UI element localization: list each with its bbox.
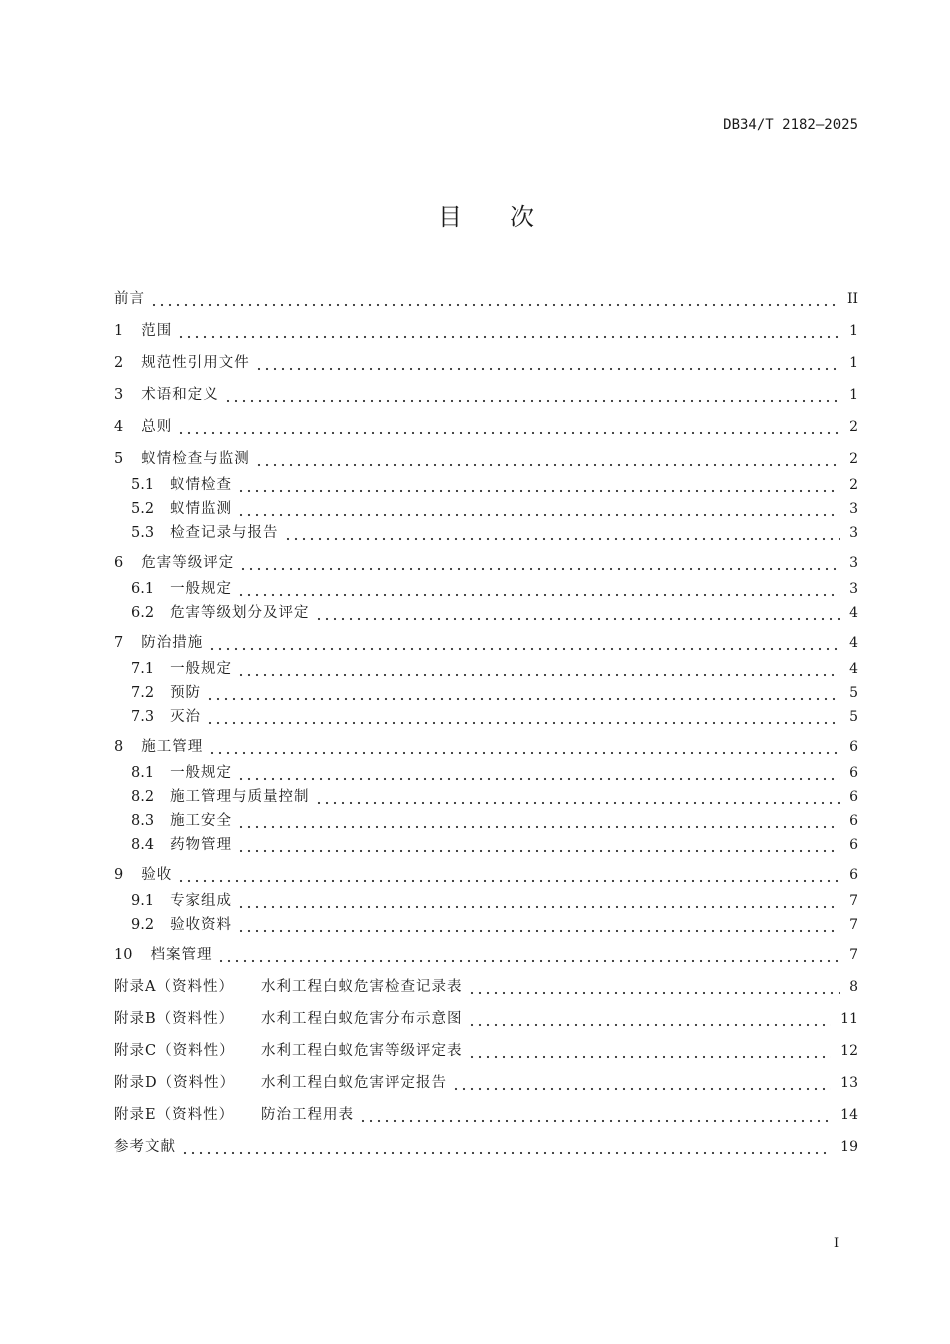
dot-leader — [237, 473, 840, 497]
toc-entry-number: 7.2 — [131, 685, 155, 701]
dot-leader — [237, 889, 840, 913]
toc-entry-number: 6.2 — [131, 605, 155, 621]
toc-entry-title: 水利工程白蚁危害评定报告 — [261, 1075, 447, 1091]
toc-entry-page: 1 — [849, 387, 858, 403]
toc-entry-page: 4 — [849, 605, 858, 621]
dot-leader — [237, 657, 840, 681]
dot-leader — [237, 761, 840, 785]
toc-entry-number: 8.3 — [131, 813, 155, 829]
toc-entry-number: 10 — [114, 947, 133, 963]
toc-entry-page: 2 — [849, 451, 858, 467]
toc-entry-title: 专家组成 — [170, 893, 233, 909]
toc-entry-title: 范围 — [141, 323, 173, 339]
toc-entry-number: 8.2 — [131, 789, 155, 805]
toc-entry-title: 一般规定 — [170, 581, 233, 597]
toc-entry-number: 9.1 — [131, 893, 155, 909]
toc-entry — [114, 545, 858, 577]
dot-leader — [468, 1039, 832, 1063]
toc-entry — [114, 345, 858, 377]
toc-entry-page: 11 — [840, 1011, 858, 1027]
toc-appendix-entry — [114, 1033, 858, 1065]
toc-entry-number: 3 — [114, 387, 124, 403]
dot-leader — [237, 577, 840, 601]
toc-entry-title: 验收 — [141, 867, 173, 883]
dot-leader — [206, 681, 840, 705]
toc-entry-title: 防治工程用表 — [261, 1107, 354, 1123]
dot-leader — [224, 383, 840, 407]
dot-leader — [237, 833, 840, 857]
toc-entry-page: 2 — [849, 477, 858, 493]
toc-entry-page: 6 — [849, 765, 858, 781]
toc-entry-title: 参考文献 — [114, 1139, 176, 1155]
toc-entry-number: 6 — [114, 555, 124, 571]
toc-entry-number: 7 — [114, 635, 124, 651]
toc-entry — [114, 1129, 858, 1161]
toc-entry — [114, 377, 858, 409]
toc-entry-title: 规范性引用文件 — [141, 355, 250, 371]
toc-entry — [114, 281, 858, 313]
toc-entry-page: 7 — [849, 947, 858, 963]
page-title: 目 次 — [438, 203, 534, 231]
toc-entry-number: 8 — [114, 739, 124, 755]
dot-leader — [284, 521, 841, 545]
toc-entry-number: 7.3 — [131, 709, 155, 725]
toc-entry-page: 13 — [840, 1075, 858, 1091]
dot-leader — [237, 913, 840, 937]
document-code: DB34/T 2182—2025 — [723, 117, 858, 133]
toc-subsection-entry — [114, 521, 858, 545]
toc-entry-number: 4 — [114, 419, 124, 435]
toc-entry — [114, 937, 858, 969]
toc-subsection-entry — [114, 761, 858, 785]
toc-subsection-entry — [114, 785, 858, 809]
dot-leader — [181, 1135, 831, 1159]
toc-entry-number: 附录B（资料性） — [114, 1011, 235, 1027]
dot-leader — [206, 705, 840, 729]
toc-subsection-entry — [114, 705, 858, 729]
dot-leader — [255, 351, 840, 375]
toc-subsection-entry — [114, 577, 858, 601]
toc-entry-title: 一般规定 — [170, 765, 233, 781]
dot-leader — [468, 1007, 832, 1031]
toc-entry-page: 3 — [849, 525, 858, 541]
toc-entry-title: 蚁情检查与监测 — [141, 451, 250, 467]
toc-subsection-entry — [114, 473, 858, 497]
toc-entry-title: 蚁情监测 — [170, 501, 233, 517]
toc-subsection-entry — [114, 657, 858, 681]
toc-entry-page: 14 — [840, 1107, 858, 1123]
toc-entry-title: 危害等级评定 — [141, 555, 235, 571]
toc-entry-number: 5.3 — [131, 525, 155, 541]
toc-entry-page: 6 — [849, 813, 858, 829]
toc-entry-title: 施工管理与质量控制 — [170, 789, 310, 805]
toc-entry-page: 3 — [849, 581, 858, 597]
toc-entry-title: 前言 — [114, 291, 145, 307]
toc-subsection-entry — [114, 681, 858, 705]
dot-leader — [315, 601, 841, 625]
toc-entry-page: 5 — [849, 709, 858, 725]
toc-entry-page: 6 — [849, 789, 858, 805]
dot-leader — [452, 1071, 831, 1095]
toc-entry-number: 8.4 — [131, 837, 155, 853]
toc-entry-title: 总则 — [141, 419, 173, 435]
toc-entry-number: 6.1 — [131, 581, 155, 597]
toc-entry-number: 5.2 — [131, 501, 155, 517]
toc-entry-title: 药物管理 — [170, 837, 233, 853]
toc-entry-number: 9 — [114, 867, 124, 883]
toc-entry-title: 术语和定义 — [141, 387, 219, 403]
dot-leader — [177, 319, 840, 343]
footer-page-number: I — [834, 1236, 840, 1251]
toc-entry-page: 2 — [849, 419, 858, 435]
toc-entry — [114, 729, 858, 761]
toc-entry-title: 蚁情检查 — [170, 477, 233, 493]
dot-leader — [208, 631, 840, 655]
toc-entry-number: 5 — [114, 451, 124, 467]
toc-entry-title: 水利工程白蚁危害分布示意图 — [261, 1011, 463, 1027]
toc-entry-page: II — [846, 291, 858, 307]
dot-leader — [315, 785, 841, 809]
toc-entry-page: 3 — [849, 555, 858, 571]
toc-entry-title: 防治措施 — [141, 635, 204, 651]
toc-entry-title: 水利工程白蚁危害检查记录表 — [261, 979, 463, 995]
toc-list — [114, 281, 858, 1161]
toc-entry-page: 1 — [849, 355, 858, 371]
dot-leader — [255, 447, 840, 471]
toc-entry-page: 3 — [849, 501, 858, 517]
dot-leader — [359, 1103, 831, 1127]
toc-subsection-entry — [114, 913, 858, 937]
dot-leader — [237, 497, 840, 521]
toc-entry — [114, 625, 858, 657]
toc-entry-number: 1 — [114, 323, 124, 339]
toc-entry-number: 7.1 — [131, 661, 155, 677]
toc-entry-number: 9.2 — [131, 917, 155, 933]
dot-leader — [237, 809, 840, 833]
toc-entry-page: 6 — [849, 837, 858, 853]
toc-appendix-entry — [114, 1065, 858, 1097]
toc-entry — [114, 441, 858, 473]
toc-entry-page: 7 — [849, 917, 858, 933]
toc-entry-page: 6 — [849, 867, 858, 883]
toc-entry-title: 检查记录与报告 — [170, 525, 279, 541]
toc-entry-number: 8.1 — [131, 765, 155, 781]
toc-entry-title: 预防 — [170, 685, 202, 701]
toc-appendix-entry — [114, 1001, 858, 1033]
toc-entry-page: 1 — [849, 323, 858, 339]
toc-entry-title: 施工管理 — [141, 739, 204, 755]
dot-leader — [177, 415, 840, 439]
toc-entry-title: 危害等级划分及评定 — [170, 605, 310, 621]
toc-entry-number: 2 — [114, 355, 124, 371]
toc-subsection-entry — [114, 497, 858, 521]
toc-entry — [114, 313, 858, 345]
toc-subsection-entry — [114, 833, 858, 857]
dot-leader — [208, 735, 840, 759]
toc-entry-title: 水利工程白蚁危害等级评定表 — [261, 1043, 463, 1059]
toc-entry-page: 7 — [849, 893, 858, 909]
toc-entry-number: 附录C（资料性） — [114, 1043, 235, 1059]
toc-entry-number: 5.1 — [131, 477, 155, 493]
dot-leader — [468, 975, 841, 999]
toc-appendix-entry — [114, 969, 858, 1001]
dot-leader — [177, 863, 840, 887]
toc-entry-page: 4 — [849, 635, 858, 651]
toc-entry-page: 4 — [849, 661, 858, 677]
toc-entry-page: 19 — [840, 1139, 858, 1155]
toc-entry-title: 施工安全 — [170, 813, 233, 829]
dot-leader — [239, 551, 840, 575]
toc-entry-page: 5 — [849, 685, 858, 701]
toc-entry-number: 附录E（资料性） — [114, 1107, 235, 1123]
toc-appendix-entry — [114, 1097, 858, 1129]
toc-entry-page: 6 — [849, 739, 858, 755]
toc-subsection-entry — [114, 809, 858, 833]
toc-entry-title: 一般规定 — [170, 661, 233, 677]
toc-entry-page: 8 — [849, 979, 858, 995]
toc-entry-number: 附录A（资料性） — [114, 979, 234, 995]
dot-leader — [150, 287, 838, 311]
toc-subsection-entry — [114, 889, 858, 913]
toc-entry-number: 附录D（资料性） — [114, 1075, 236, 1091]
toc-subsection-entry — [114, 601, 858, 625]
toc-entry — [114, 409, 858, 441]
toc-entry — [114, 857, 858, 889]
toc-entry-title: 验收资料 — [170, 917, 233, 933]
dot-leader — [217, 943, 840, 967]
toc-entry-page: 12 — [840, 1043, 858, 1059]
toc-entry-title: 灭治 — [170, 709, 202, 725]
toc-entry-title: 档案管理 — [150, 947, 213, 963]
